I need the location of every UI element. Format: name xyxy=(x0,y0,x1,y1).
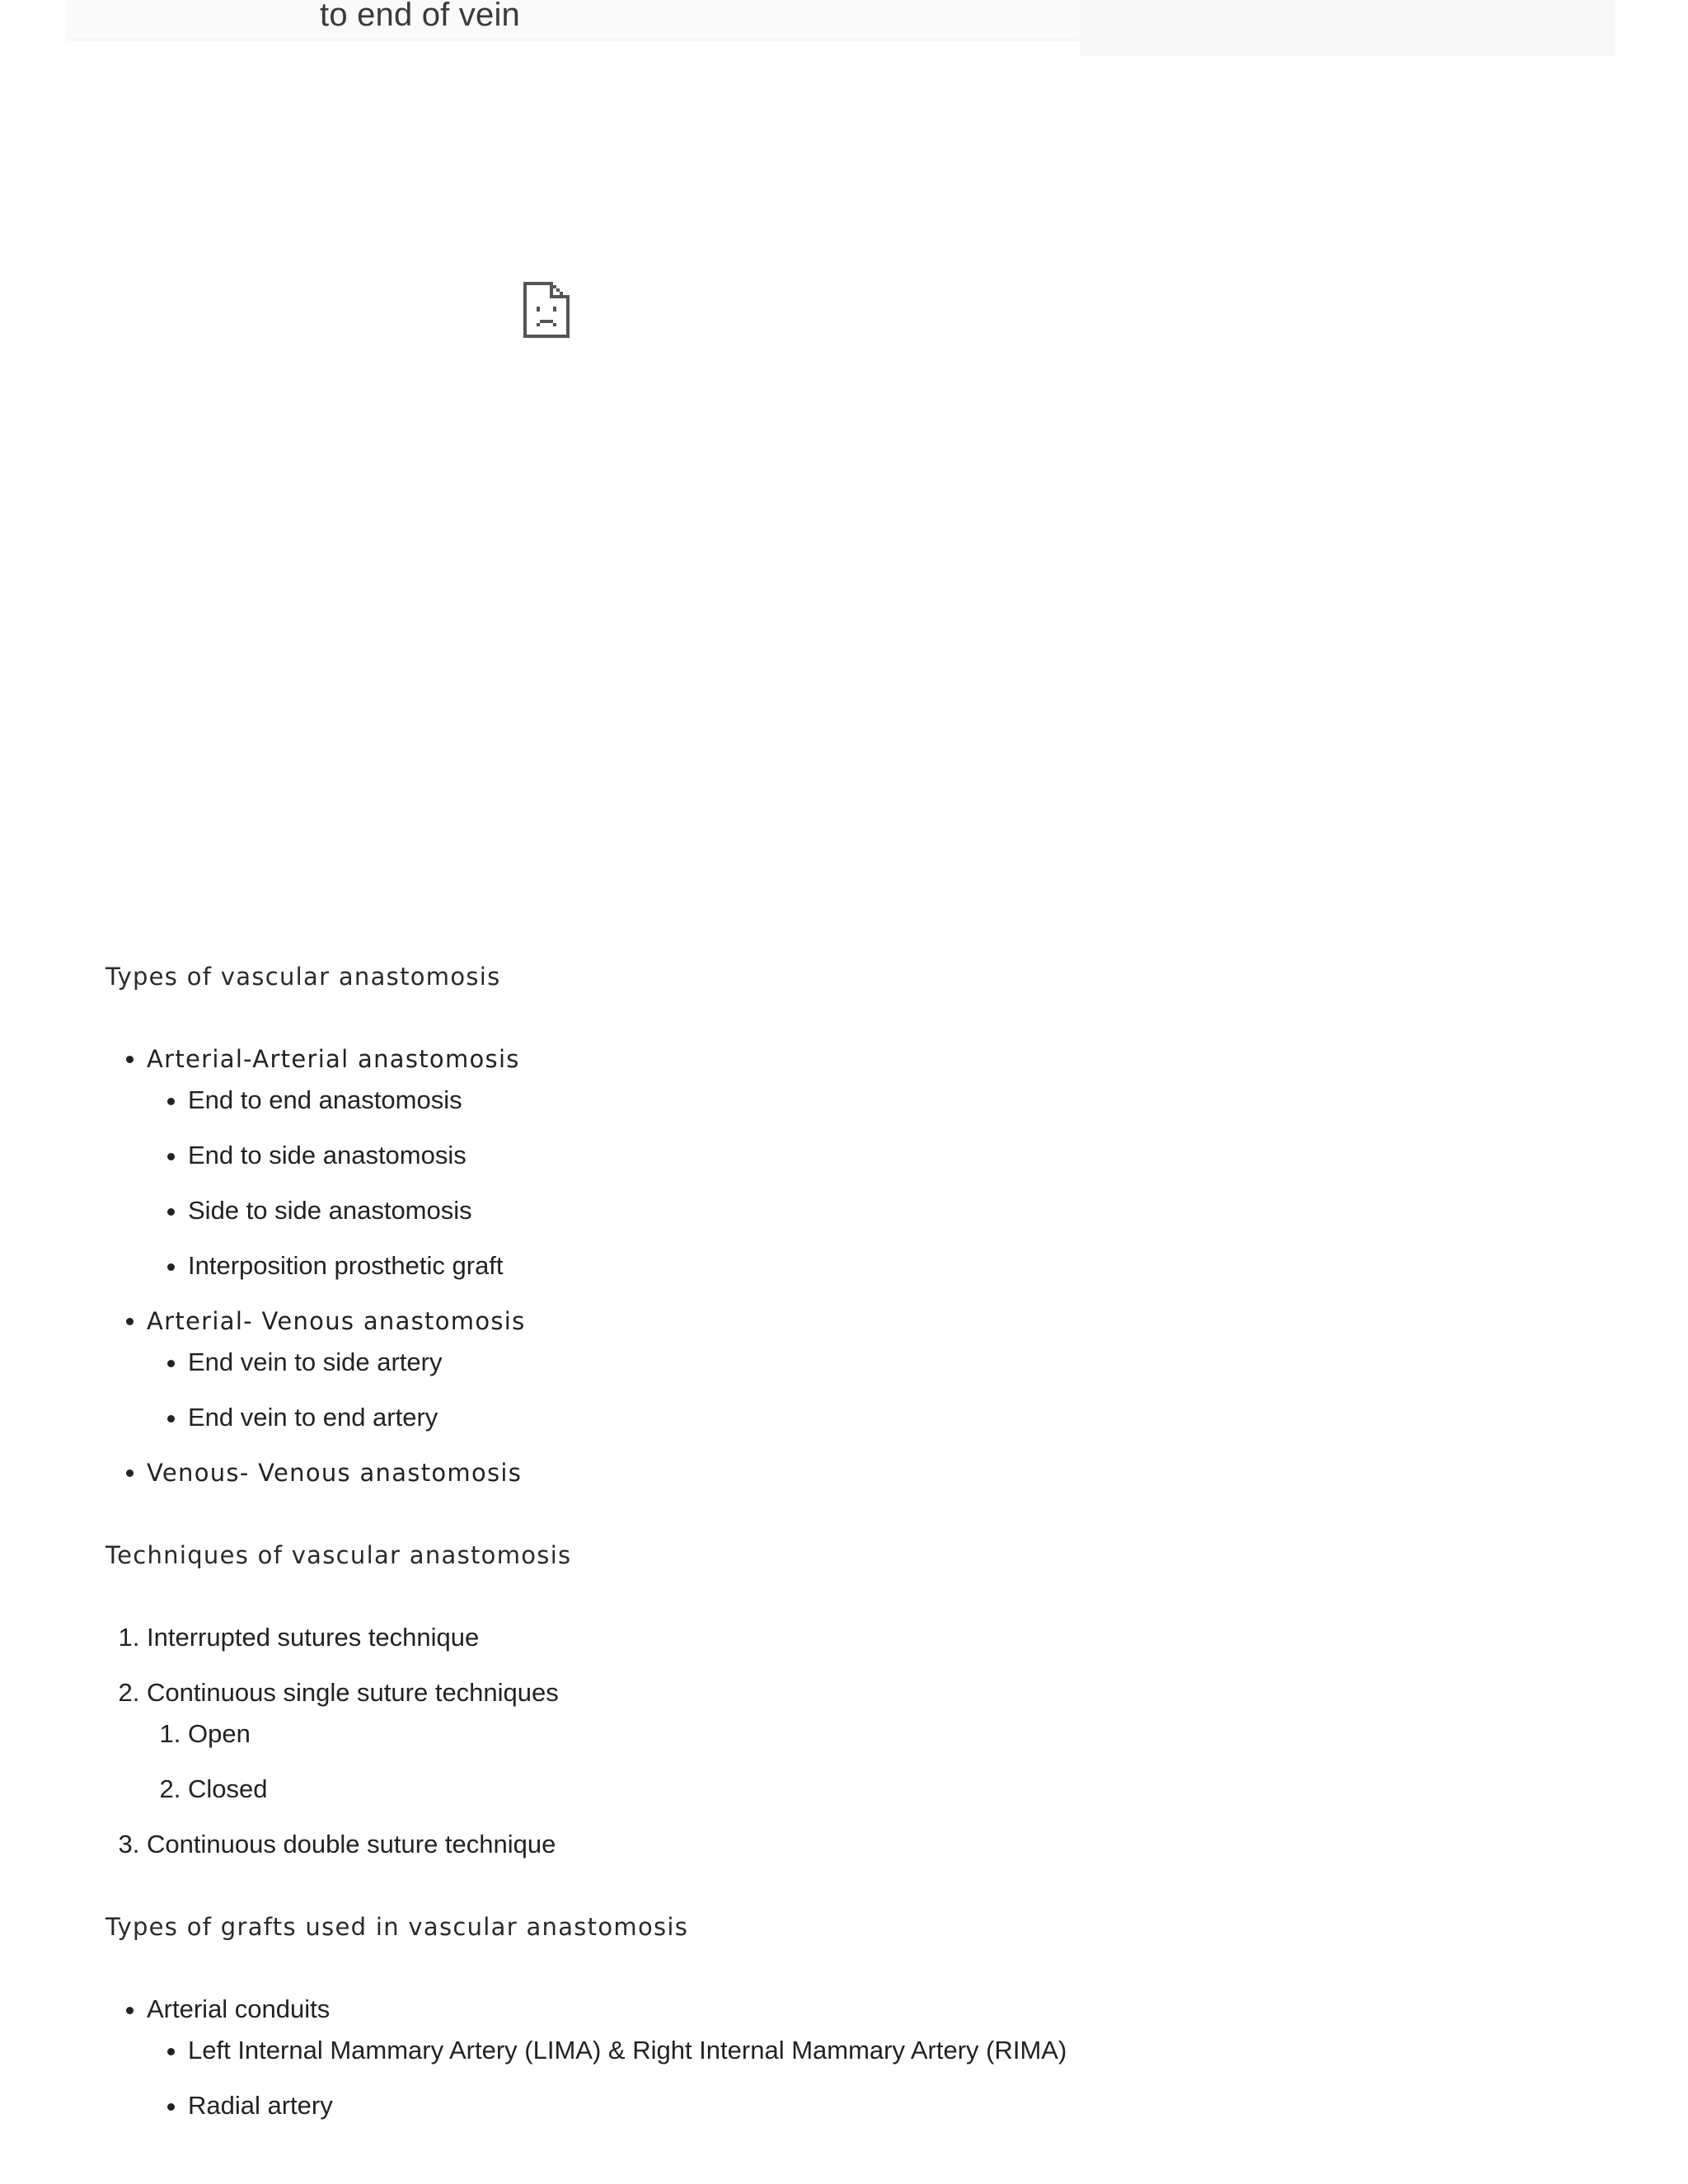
section-heading-techniques: Techniques of vascular anastomosis xyxy=(106,1541,572,1569)
list-item: • End to end anastomosis xyxy=(188,1080,1589,1121)
list-item-label: Arterial-Arterial anastomosis xyxy=(147,1045,520,1073)
list-item: 1. Open xyxy=(188,1713,1589,1755)
list-item xyxy=(147,1038,1589,1286)
grafts-list xyxy=(106,1989,1589,2126)
section-heading-types: Types of vascular anastomosis xyxy=(106,963,501,991)
list-item-label: Interrupted sutures technique xyxy=(147,1623,480,1652)
list-item: • End to side anastomosis xyxy=(188,1135,1589,1176)
list-item: • Interposition prosthetic graft xyxy=(188,1245,1589,1286)
figure-caption: to end of vein xyxy=(320,0,520,33)
list-item: • End vein to end artery xyxy=(188,1397,1589,1438)
broken-document-icon xyxy=(522,280,571,340)
article-body xyxy=(106,956,1589,2168)
list-item: • Radial artery xyxy=(188,2085,1589,2126)
list-item xyxy=(147,1452,1589,1493)
list-item-label: Arterial- Venous anastomosis xyxy=(147,1307,526,1335)
list-item xyxy=(147,1617,1589,1658)
list-item xyxy=(147,1301,1589,1438)
sub-list xyxy=(147,1342,1589,1438)
sub-list xyxy=(147,1713,1589,1810)
sub-list xyxy=(147,2030,1589,2126)
list-item xyxy=(147,1824,1589,1865)
list-item: 2. Closed xyxy=(188,1769,1589,1810)
techniques-list xyxy=(106,1617,1589,1865)
types-list xyxy=(106,1038,1589,1493)
list-item: • End vein to side artery xyxy=(188,1342,1589,1383)
list-item xyxy=(147,1989,1589,2126)
list-item-label: Venous- Venous anastomosis xyxy=(147,1459,523,1487)
list-item: • Side to side anastomosis xyxy=(188,1190,1589,1231)
list-item-label: Continuous double suture technique xyxy=(147,1830,556,1858)
list-item xyxy=(147,1672,1589,1810)
list-item: • Left Internal Mammary Artery (LIMA) & Right Internal Mammary Artery (RIMA) xyxy=(188,2030,1589,2071)
figure-strip-right xyxy=(1080,0,1615,56)
list-item-label: Continuous single suture techniques xyxy=(147,1678,559,1707)
list-item-label: Arterial conduits xyxy=(147,1994,331,2023)
sub-list xyxy=(147,1080,1589,1286)
section-heading-grafts: Types of grafts used in vascular anastomosis xyxy=(106,1913,689,1941)
